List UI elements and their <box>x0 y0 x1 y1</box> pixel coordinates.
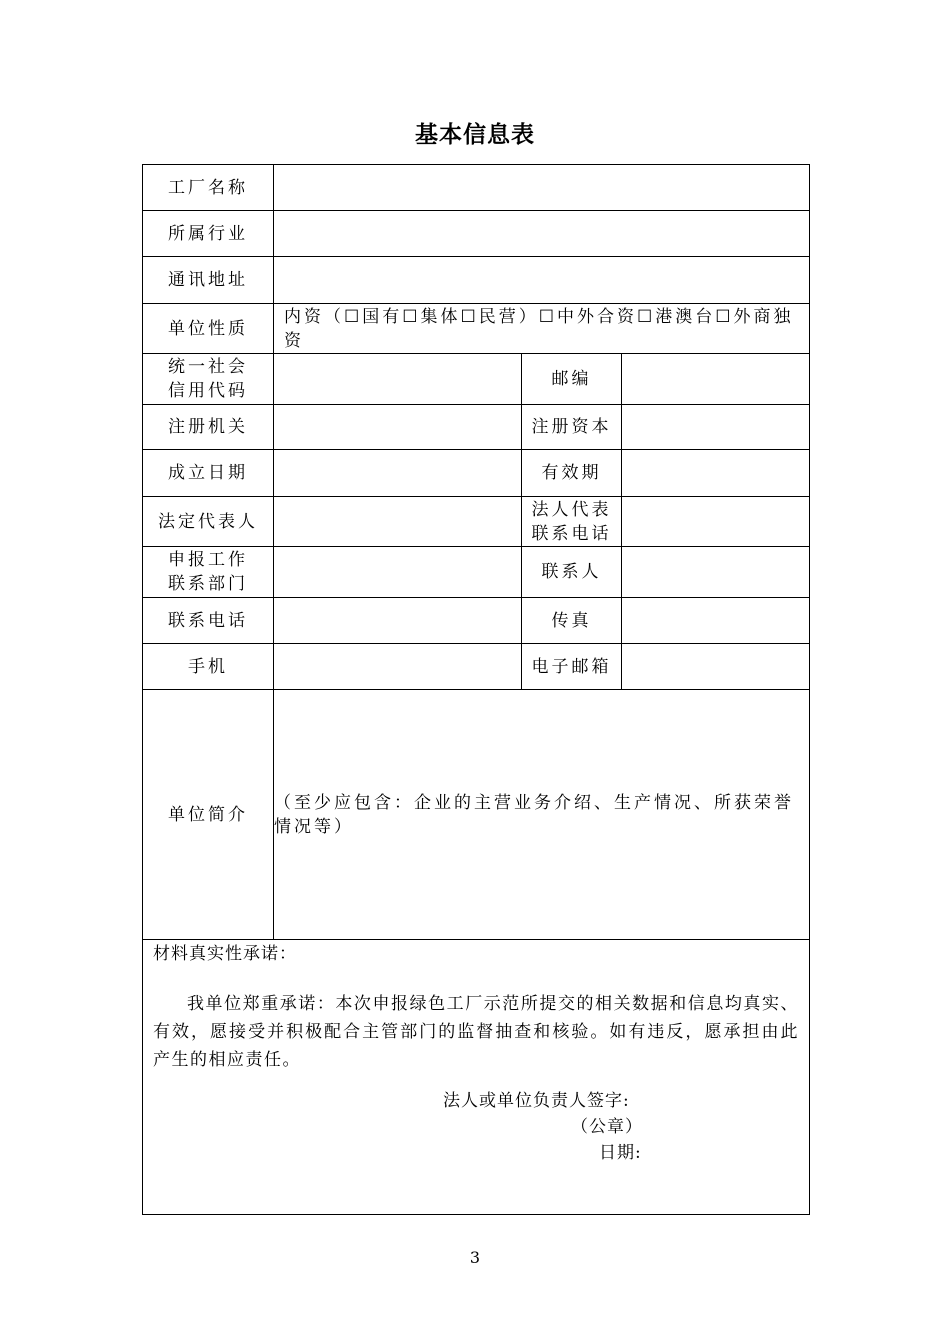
legal-phone-label <box>522 497 622 547</box>
address-label: 通讯地址 <box>143 257 274 304</box>
date-label[interactable]: 日期: <box>599 1143 642 1163</box>
contact-label: 联系人 <box>522 547 622 598</box>
mobile-field[interactable] <box>274 644 522 690</box>
industry-field[interactable] <box>274 211 810 257</box>
credit-code-label-line1: 统一社会 <box>168 357 248 377</box>
unit-nature-options[interactable]: 内资（☐国有☐集体☐民营）☐中外合资☐港澳台☐外商独资 <box>274 304 810 354</box>
intro-field[interactable] <box>274 690 810 940</box>
validity-label: 有效期 <box>522 450 622 497</box>
signature-label[interactable]: 法人或单位负责人签字: <box>443 1091 630 1111</box>
fax-label: 传真 <box>522 598 622 644</box>
industry-label: 所属行业 <box>143 211 274 257</box>
established-label: 成立日期 <box>143 450 274 497</box>
capital-field[interactable] <box>622 405 810 450</box>
credit-code-label <box>143 354 274 405</box>
seal-label: （公章） <box>571 1117 643 1137</box>
email-field[interactable] <box>622 644 810 690</box>
basic-info-table <box>142 164 810 1215</box>
credit-code-field[interactable] <box>274 354 522 405</box>
mobile-label: 手机 <box>143 644 274 690</box>
intro-hint: （至少应包含：企业的主营业务介绍、生产情况、所获荣誉情况等） <box>274 792 794 837</box>
factory-name-label: 工厂名称 <box>143 165 274 211</box>
factory-name-field[interactable] <box>274 165 810 211</box>
validity-field[interactable] <box>622 450 810 497</box>
contact-field[interactable] <box>622 547 810 598</box>
page-title: 基本信息表 <box>415 122 535 148</box>
legal-rep-field[interactable] <box>274 497 522 547</box>
legal-phone-label-line1: 法人代表 <box>531 499 612 520</box>
address-field[interactable] <box>274 257 810 304</box>
legal-rep-label: 法定代表人 <box>143 497 274 547</box>
promise-heading: 材料真实性承诺： <box>153 944 297 964</box>
promise-section <box>143 940 810 1215</box>
capital-label: 注册资本 <box>522 405 622 450</box>
postcode-field[interactable] <box>622 354 810 405</box>
dept-field[interactable] <box>274 547 522 598</box>
page-number: 3 <box>469 1248 481 1267</box>
phone-field[interactable] <box>274 598 522 644</box>
email-label: 电子邮箱 <box>522 644 622 690</box>
unit-nature-label: 单位性质 <box>143 304 274 354</box>
registry-field[interactable] <box>274 405 522 450</box>
intro-label: 单位简介 <box>143 690 274 940</box>
legal-phone-label-line2: 联系电话 <box>531 523 612 544</box>
dept-label <box>143 547 274 598</box>
legal-phone-field[interactable] <box>622 497 810 547</box>
credit-code-label-line2: 信用代码 <box>168 381 248 401</box>
postcode-label: 邮编 <box>522 354 622 405</box>
phone-label: 联系电话 <box>143 598 274 644</box>
fax-field[interactable] <box>622 598 810 644</box>
promise-body: 我单位郑重承诺：本次申报绿色工厂示范所提交的相关数据和信息均真实、有效，愿接受并积极配合主管部门的监督抽查和核验。如有违反，愿承担由此产生的相应责任。 <box>153 994 800 1070</box>
dept-label-line1: 申报工作 <box>168 550 248 570</box>
signature-block <box>443 1088 643 1166</box>
dept-label-line2: 联系部门 <box>168 574 248 594</box>
established-field[interactable] <box>274 450 522 497</box>
registry-label: 注册机关 <box>143 405 274 450</box>
